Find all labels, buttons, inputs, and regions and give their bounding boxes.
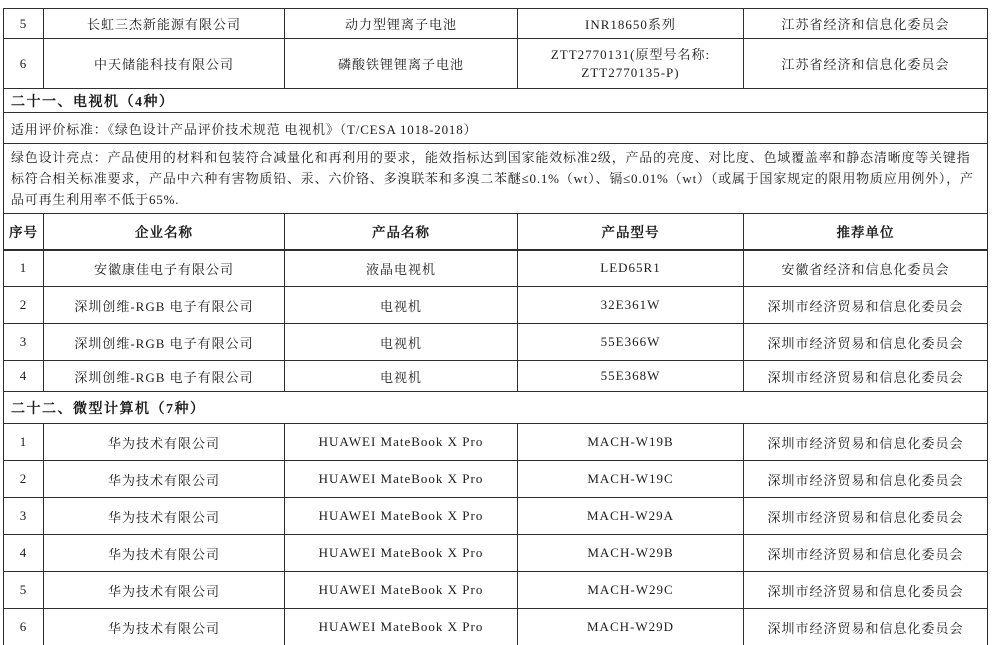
table-row (4, 461, 988, 498)
table-row (4, 609, 988, 645)
table-header-row (4, 214, 988, 250)
cell-recommender: 深圳市经济贸易和信息化委员会 (744, 609, 988, 645)
cell-recommender: 深圳市经济贸易和信息化委员会 (744, 461, 988, 498)
section-title: 二十一、电视机（4种） (4, 89, 988, 113)
cell-model: LED65R1 (518, 250, 744, 287)
cell-model: MACH-W19C (518, 461, 744, 498)
cell-company: 深圳创维-RGB 电子有限公司 (44, 287, 285, 324)
cell-product: 电视机 (285, 361, 518, 392)
cell-serial: 3 (4, 324, 44, 361)
table-row (4, 287, 988, 324)
cell-recommender: 深圳市经济贸易和信息化委员会 (744, 535, 988, 572)
cell-recommender: 深圳市经济贸易和信息化委员会 (744, 572, 988, 609)
cell-company: 华为技术有限公司 (44, 609, 285, 645)
cell-model: MACH-W29A (518, 498, 744, 535)
cell-recommender: 江苏省经济和信息化委员会 (744, 39, 988, 89)
cell-product: HUAWEI MateBook X Pro (285, 498, 518, 535)
cell-recommender: 安徽省经济和信息化委员会 (744, 250, 988, 287)
cell-model: MACH-W29B (518, 535, 744, 572)
header-product: 产品名称 (285, 214, 518, 250)
cell-company: 中天储能科技有限公司 (44, 39, 285, 89)
cell-model (518, 39, 744, 89)
cell-recommender: 深圳市经济贸易和信息化委员会 (744, 424, 988, 461)
table-row (4, 424, 988, 461)
cell-company: 华为技术有限公司 (44, 572, 285, 609)
cell-serial: 5 (4, 572, 44, 609)
cell-serial: 2 (4, 461, 44, 498)
table-row (4, 39, 988, 89)
cell-model: 55E366W (518, 324, 744, 361)
cell-serial: 1 (4, 424, 44, 461)
header-model: 产品型号 (518, 214, 744, 250)
cell-product: HUAWEI MateBook X Pro (285, 461, 518, 498)
header-serial: 序号 (4, 214, 44, 250)
products-table (3, 8, 988, 645)
cell-serial: 3 (4, 498, 44, 535)
cell-model: MACH-W19B (518, 424, 744, 461)
cell-product: 电视机 (285, 287, 518, 324)
table-row (4, 498, 988, 535)
cell-recommender: 深圳市经济贸易和信息化委员会 (744, 287, 988, 324)
cell-company: 华为技术有限公司 (44, 535, 285, 572)
section-title: 二十二、微型计算机（7种） (4, 392, 988, 424)
model-line-1: ZTT2770131(原型号名称: (550, 46, 711, 62)
table-row (4, 361, 988, 392)
cell-serial: 4 (4, 361, 44, 392)
cell-serial: 6 (4, 39, 44, 89)
header-recommender: 推荐单位 (744, 214, 988, 250)
table-row (4, 572, 988, 609)
table-row (4, 535, 988, 572)
cell-product: 动力型锂离子电池 (285, 9, 518, 39)
cell-recommender: 深圳市经济贸易和信息化委员会 (744, 361, 988, 392)
cell-company: 安徽康佳电子有限公司 (44, 250, 285, 287)
table-row (4, 324, 988, 361)
cell-recommender: 江苏省经济和信息化委员会 (744, 9, 988, 39)
cell-product: HUAWEI MateBook X Pro (285, 535, 518, 572)
cell-company: 华为技术有限公司 (44, 461, 285, 498)
cell-serial: 2 (4, 287, 44, 324)
cell-company: 华为技术有限公司 (44, 424, 285, 461)
section-header-tv (4, 89, 988, 113)
cell-recommender: 深圳市经济贸易和信息化委员会 (744, 498, 988, 535)
cell-model: 55E368W (518, 361, 744, 392)
cell-product: HUAWEI MateBook X Pro (285, 572, 518, 609)
cell-company: 深圳创维-RGB 电子有限公司 (44, 324, 285, 361)
header-company: 企业名称 (44, 214, 285, 250)
section-header-pc (4, 392, 988, 424)
cell-product: HUAWEI MateBook X Pro (285, 424, 518, 461)
standard-text: 适用评价标准：《绿色设计产品评价技术规范 电视机》（T/CESA 1018-2018） (4, 113, 988, 144)
cell-model: 32E361W (518, 287, 744, 324)
model-line-2: ZTT2770135-P) (581, 64, 680, 80)
cell-serial: 5 (4, 9, 44, 39)
standard-row (4, 113, 988, 144)
cell-serial: 4 (4, 535, 44, 572)
cell-product: 电视机 (285, 324, 518, 361)
cell-product: 磷酸铁锂锂离子电池 (285, 39, 518, 89)
cell-product: 液晶电视机 (285, 250, 518, 287)
cell-company: 华为技术有限公司 (44, 498, 285, 535)
cell-recommender: 深圳市经济贸易和信息化委员会 (744, 324, 988, 361)
highlights-row (4, 144, 988, 214)
cell-model: MACH-W29D (518, 609, 744, 645)
cell-company: 深圳创维-RGB 电子有限公司 (44, 361, 285, 392)
cell-model: MACH-W29C (518, 572, 744, 609)
table-row (4, 9, 988, 39)
cell-model: INR18650系列 (518, 9, 744, 39)
cell-serial: 6 (4, 609, 44, 645)
table-row (4, 250, 988, 287)
highlights-text: 绿色设计亮点：产品使用的材料和包装符合减量化和再利用的要求，能效指标达到国家能效标准2级，产品的亮度、对比度、色域覆盖率和静态清晰度等关键指标符合相关标准要求，产品中六种有害物质铅、汞、六价铬、多溴联苯和多溴二苯醚≤0.1%（wt）、镉≤0.01%（wt）（或属于国家规定的限用物质应用例外），产品可再生利用率不低于65%. (4, 144, 988, 214)
cell-serial: 1 (4, 250, 44, 287)
cell-company: 长虹三杰新能源有限公司 (44, 9, 285, 39)
cell-product: HUAWEI MateBook X Pro (285, 609, 518, 645)
